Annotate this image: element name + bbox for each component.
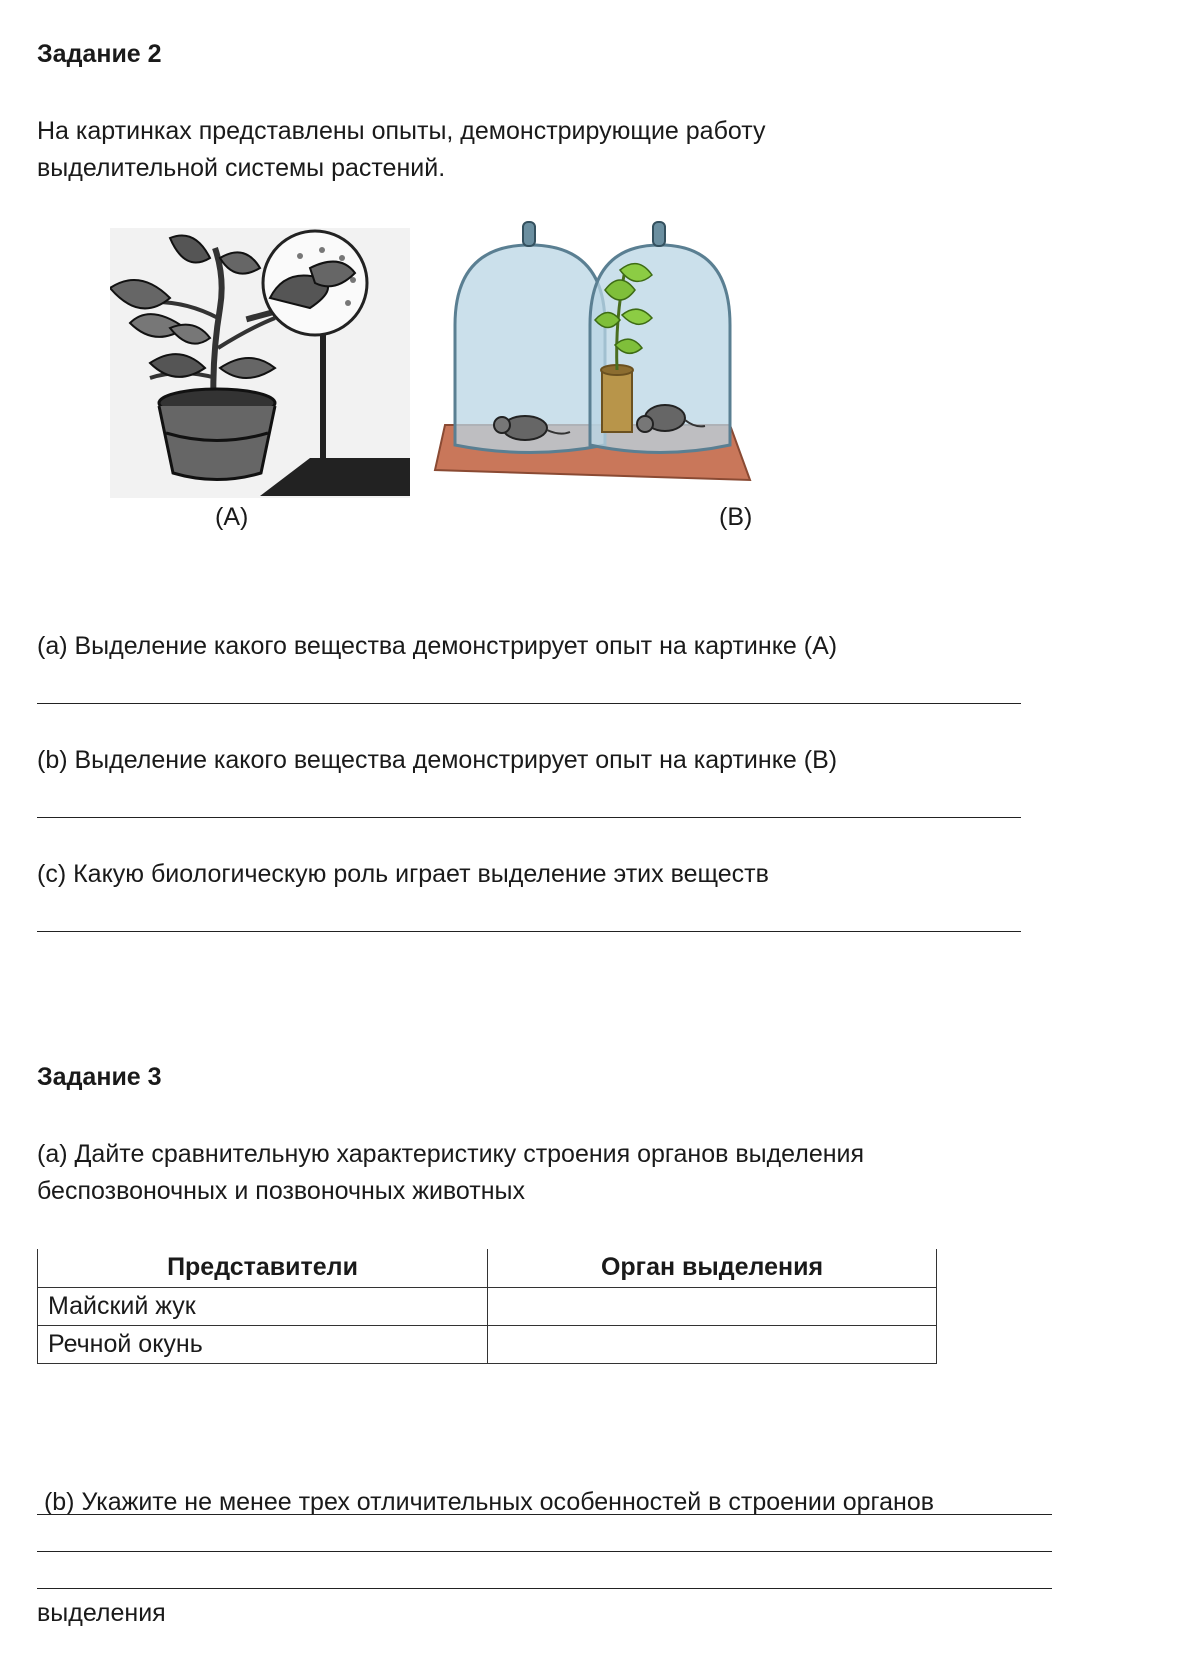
task3-part-b-line-1: (b) Укажите не менее трех отличительных особенностей в строении органов <box>37 1488 935 1516</box>
potted-plant-with-bag-icon <box>110 228 410 498</box>
figure-b <box>420 220 760 505</box>
task3-title: Задание 3 <box>37 1063 162 1091</box>
task2-intro-line-1: На картинках представлены опыты, демонстрирующие работу <box>37 117 766 145</box>
figure-b-label: (B) <box>719 503 753 531</box>
table-cell-organ[interactable] <box>488 1287 937 1325</box>
bell-jars-with-mice-icon <box>420 220 760 505</box>
task2-question-c: (c) Какую биологическую роль играет выделение этих веществ <box>37 860 769 888</box>
task2-intro-line-2: выделительной системы растений. <box>37 154 446 182</box>
table-cell-organ[interactable] <box>488 1325 937 1363</box>
table-header-organ: Орган выделения <box>488 1249 937 1287</box>
answer-line-b-2 <box>37 1551 1052 1552</box>
answer-line-c <box>37 931 1021 932</box>
task3-part-a-line-2: беспозвоночных и позвоночных животных <box>37 1177 525 1205</box>
table-header-row <box>38 1249 937 1287</box>
task3-part-b <box>37 1410 934 1669</box>
task3-part-b-line-2: выделения <box>37 1599 166 1627</box>
table-header-representatives: Представители <box>38 1249 488 1287</box>
task3-part-a-line-1: (a) Дайте сравнительную характеристику строения органов выделения <box>37 1140 865 1168</box>
task2-question-b: (b) Выделение какого вещества демонстрирует опыт на картинке (B) <box>37 746 838 774</box>
figure-a-label: (A) <box>215 503 249 531</box>
answer-line-a <box>37 703 1021 704</box>
table-row <box>38 1287 937 1325</box>
excretory-organs-table <box>37 1249 937 1364</box>
task2-question-a: (a) Выделение какого вещества демонстрирует опыт на картинке (A) <box>37 632 838 660</box>
answer-line-b <box>37 817 1021 818</box>
answer-line-b-1 <box>37 1514 1052 1515</box>
answer-line-b-3 <box>37 1588 1052 1589</box>
table-row <box>38 1325 937 1363</box>
task3-part-a <box>37 1136 864 1210</box>
table-cell-representative: Майский жук <box>38 1287 488 1325</box>
figure-a <box>110 228 410 498</box>
task2-intro <box>37 113 765 187</box>
task2-title: Задание 2 <box>37 40 162 68</box>
table-cell-representative: Речной окунь <box>38 1325 488 1363</box>
